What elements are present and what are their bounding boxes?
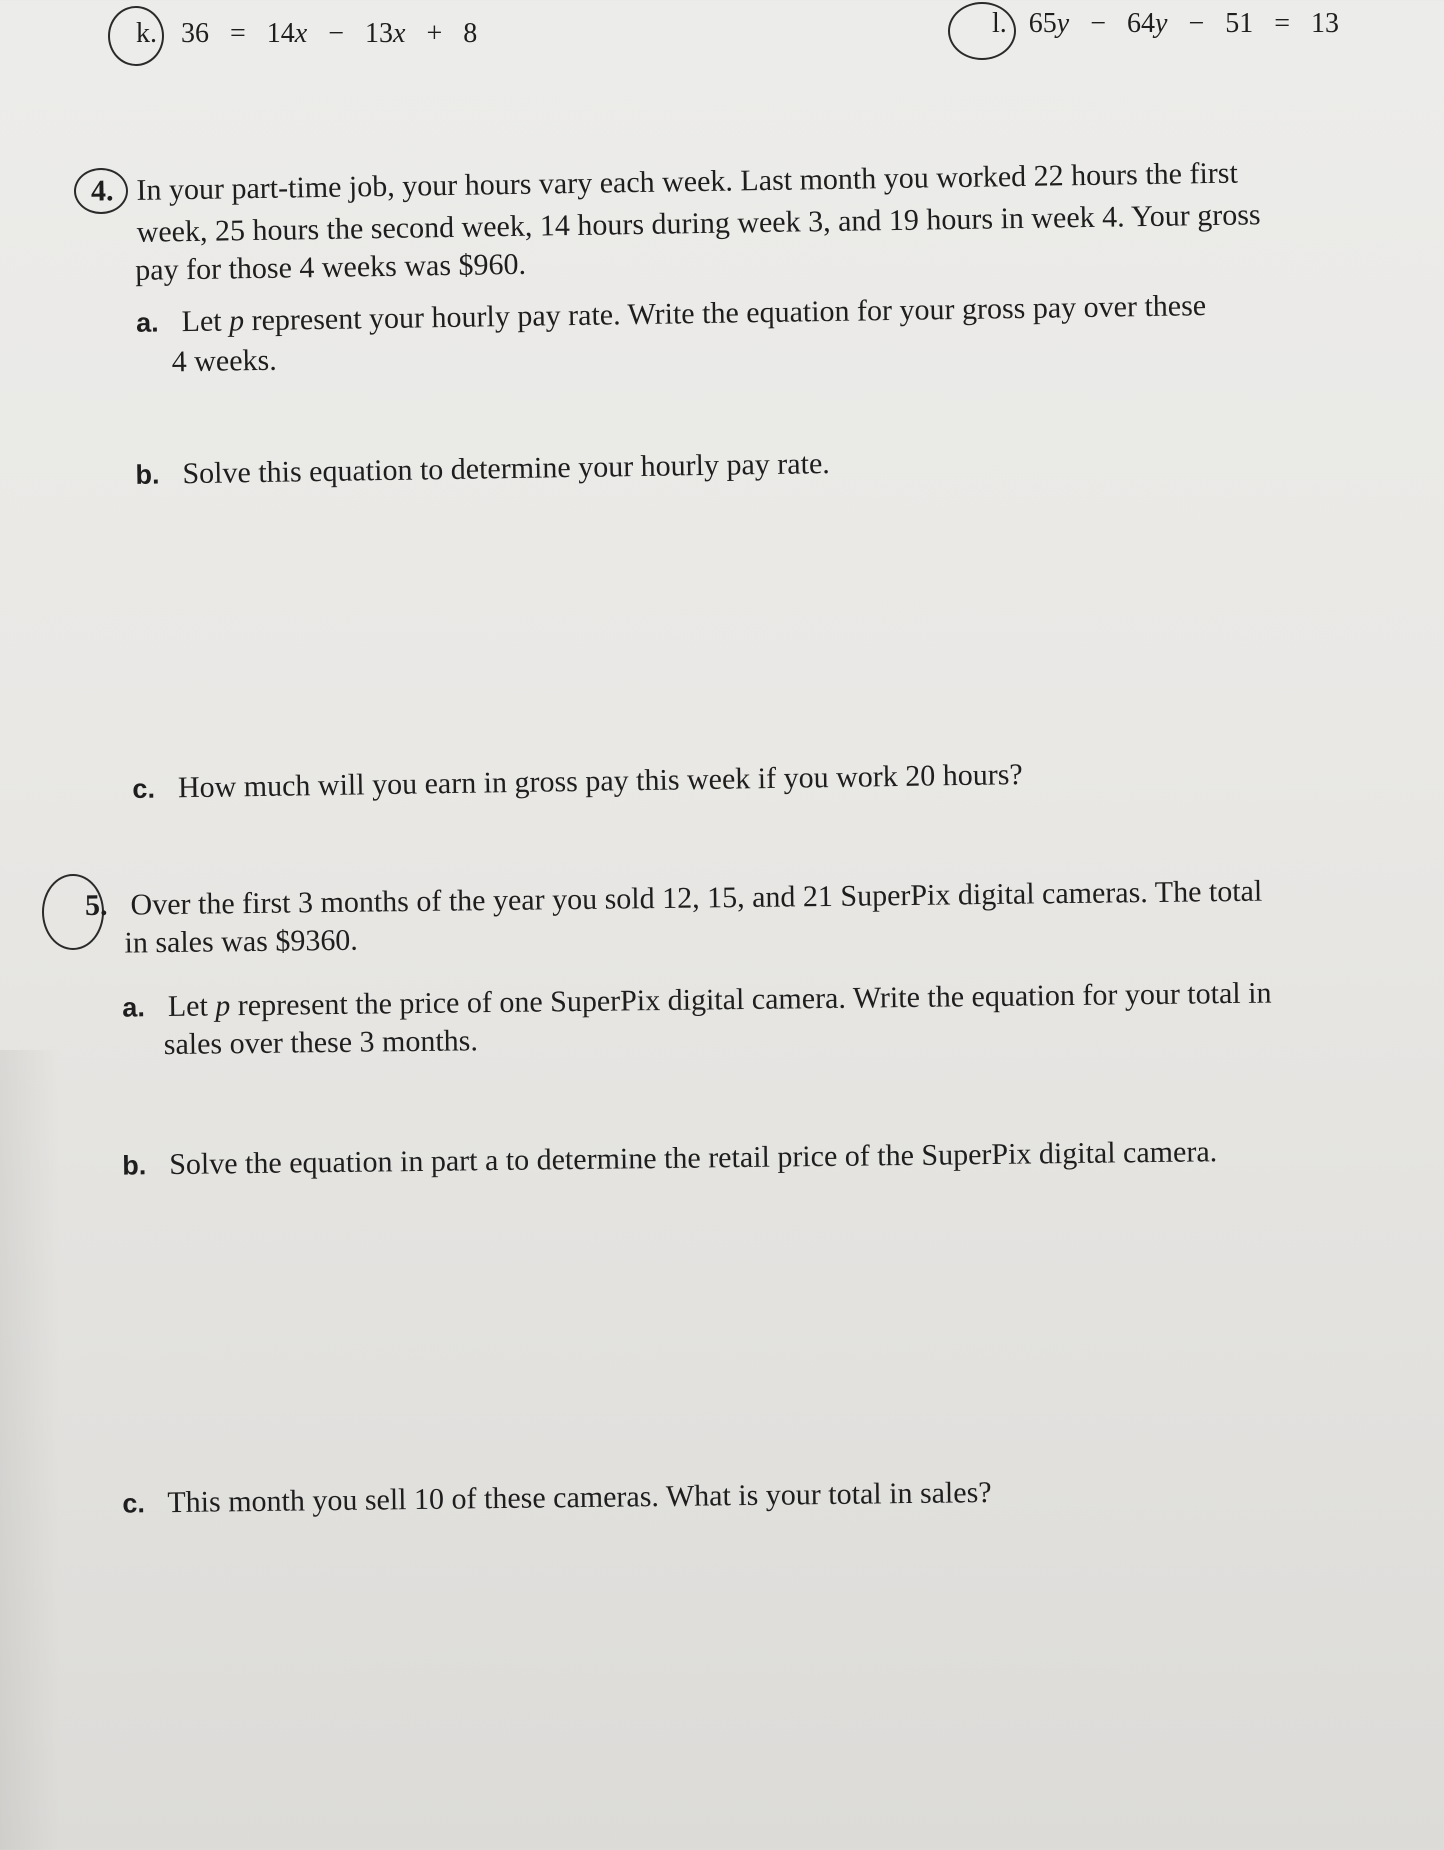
question-5-text: Over the first 3 months of the year you sold 12, 15, and 21 SuperPix digital cameras. The total [130, 874, 1263, 922]
eq-sign: = [230, 18, 246, 49]
question-5-number: 5. [84, 888, 108, 923]
part-var: p [228, 304, 245, 338]
question-5c [122, 1475, 992, 1520]
part-text: Solve this equation to determine your hourly pay rate. [182, 447, 830, 491]
eq-sign: + [426, 18, 443, 49]
eq-term: 8 [463, 18, 478, 49]
problem-l [992, 10, 1339, 38]
part-text: Let [181, 304, 222, 339]
eq-term: 13 [365, 18, 394, 49]
part-label: c. [122, 1488, 146, 1519]
question-4a-line-2: 4 weeks. [171, 343, 277, 379]
eq-term: 65 [1028, 8, 1057, 39]
part-label: a. [135, 307, 159, 338]
question-5b [122, 1137, 1217, 1180]
problem-l-equation [1029, 8, 1339, 39]
problem-k-label: k. [136, 18, 157, 49]
eq-var: x [294, 18, 308, 49]
eq-sign: − [1090, 8, 1107, 39]
part-text: represent your hourly pay rate. Write the equation for your gross pay over these [251, 289, 1207, 338]
eq-var: y [1056, 8, 1070, 39]
question-4-line-2: week, 25 hours the second week, 14 hours during week 3, and 19 hours in week 4. Your gross [136, 198, 1261, 249]
page-shadow [0, 1050, 60, 1850]
question-4-number: 4. [90, 174, 114, 208]
part-label: b. [122, 1150, 147, 1181]
problem-k [136, 20, 477, 48]
question-4-text: In your part-time job, your hours vary each week. Last month you worked 22 hours the first [136, 156, 1239, 207]
question-5-line-2: in sales was $9360. [124, 923, 359, 960]
eq-var: y [1155, 8, 1168, 39]
part-label: b. [135, 459, 160, 490]
question-4c [132, 760, 1023, 804]
question-5a-line-2: sales over these 3 months. [163, 1024, 479, 1062]
eq-sign: − [328, 18, 345, 49]
eq-var: x [393, 18, 406, 49]
eq-term: 14 [266, 18, 295, 49]
eq-sign: − [1188, 8, 1205, 39]
part-text: Solve the equation in part a to determine the retail price of the SuperPix digital camera. [169, 1135, 1218, 1182]
part-text: Let [167, 989, 209, 1024]
part-label: c. [132, 773, 156, 805]
part-var: p [215, 989, 231, 1023]
question-4a [136, 291, 1206, 338]
question-4-line-1 [90, 156, 1239, 208]
eq-term: 64 [1127, 8, 1156, 39]
question-5-line-1 [84, 874, 1263, 923]
eq-term: 13 [1311, 8, 1340, 39]
question-4b [135, 449, 830, 490]
eq-sign: = [1274, 8, 1291, 39]
eq-term: 51 [1225, 8, 1254, 39]
part-text: This month you sell 10 of these cameras. What is your total in sales? [167, 1475, 992, 1520]
part-label: a. [122, 992, 146, 1023]
question-5a [122, 976, 1272, 1024]
eq-term: 36 [181, 18, 209, 49]
part-text: How much will you earn in gross pay this week if you work 20 hours? [177, 758, 1023, 805]
part-text: represent the price of one SuperPix digital camera. Write the equation for your total in [237, 976, 1272, 1023]
problem-l-label: l. [992, 8, 1007, 39]
problem-k-equation [181, 18, 477, 49]
question-4-line-3: pay for those 4 weeks was $960. [135, 247, 527, 287]
